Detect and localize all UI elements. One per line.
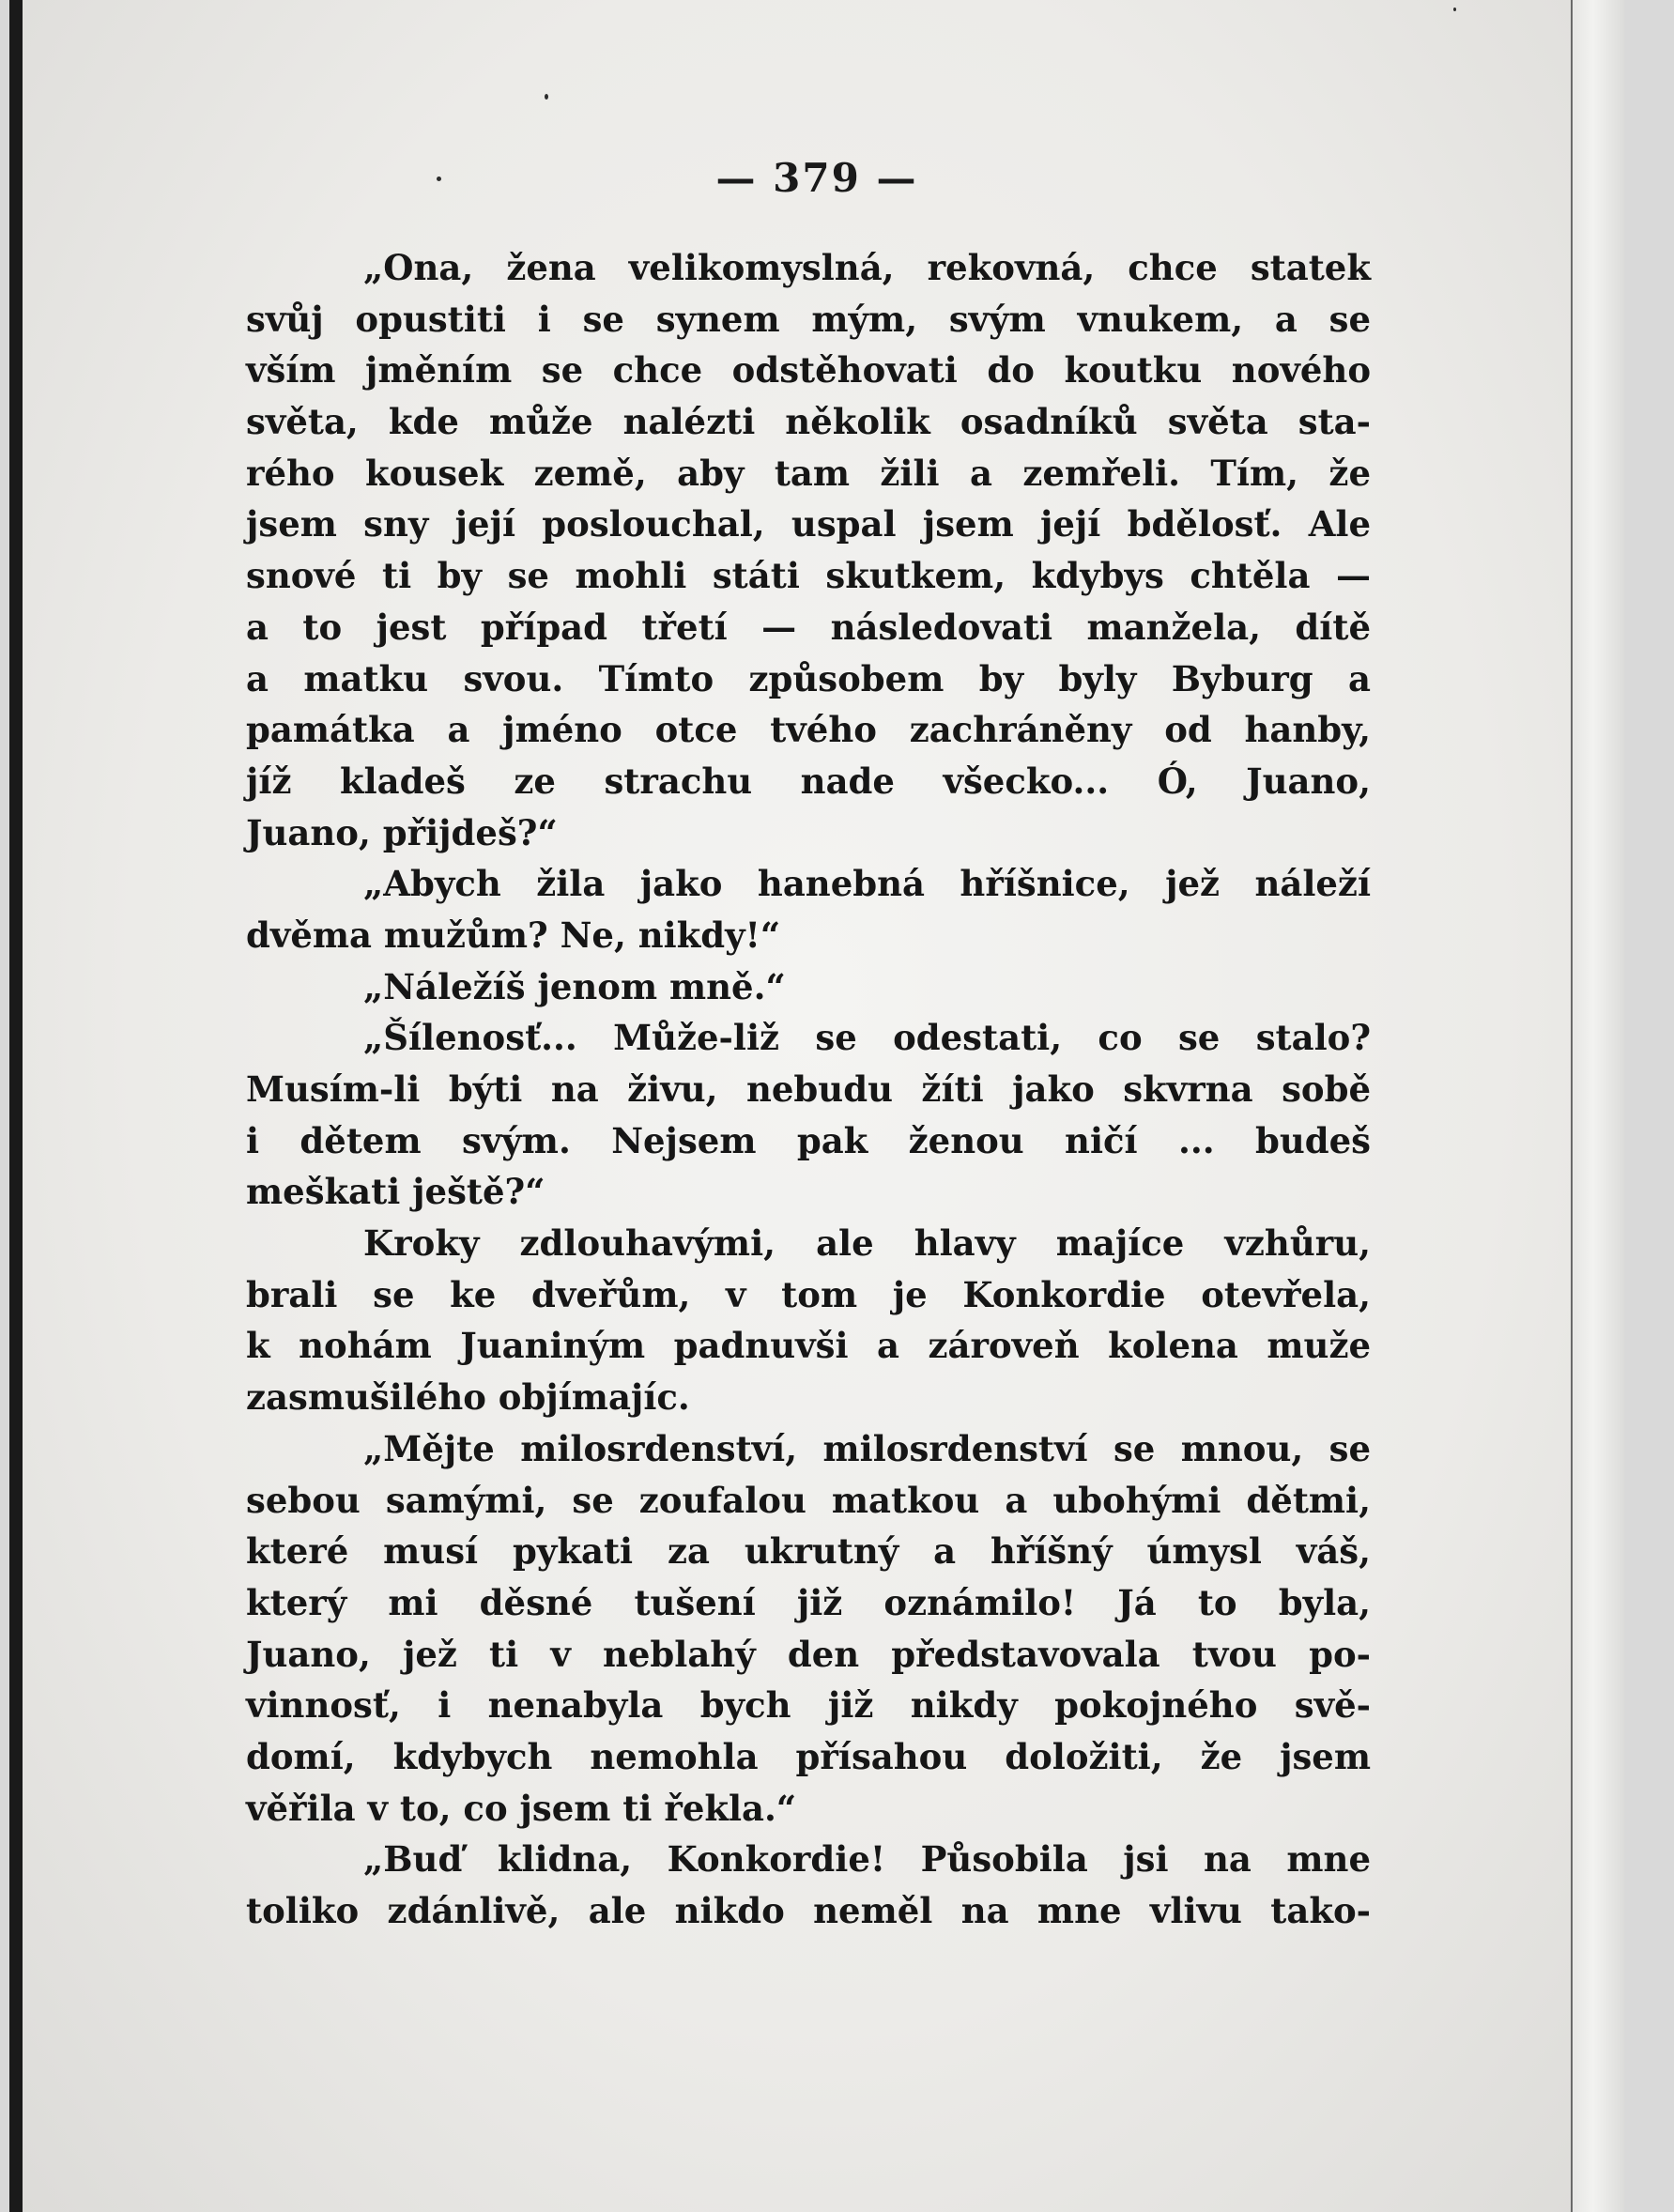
text-line: a matku svou. Tímto způsobem by byly Byburg a	[246, 657, 1371, 699]
text-line: k nohám Juaniným padnuvši a zároveň kolena muže	[246, 1325, 1371, 1367]
text-line: „Šílenosť... Může-liž se odestati, co se stalo?	[363, 1017, 1371, 1059]
text-line: světa, kde může nalézti několik osadníků světa sta-	[246, 401, 1371, 443]
text-line: toliko zdánlivě, ale nikdo neměl na mne vlivu tako-	[246, 1890, 1371, 1931]
text-line: jíž kladeš ze strachu nade všecko... Ó, Juano,	[246, 760, 1371, 802]
text-line: svůj opustiti i se synem mým, svým vnukem, a se	[246, 298, 1371, 340]
text-line: meškati ještě?“	[246, 1171, 545, 1213]
text-line: „Abych žila jako hanebná hříšnice, jež náleží	[363, 863, 1371, 905]
body-text	[246, 242, 1371, 1937]
text-line: vinnosť, i nenabyla bych již nikdy pokojného svě-	[246, 1684, 1371, 1727]
text-line: sebou samými, se zoufalou matkou a ubohými dětmi,	[246, 1479, 1371, 1521]
text-line: brali se ke dveřům, v tom je Konkordie otevřela,	[246, 1273, 1371, 1315]
text-line: Musím-li býti na živu, nebudu žíti jako skvrna sobě	[246, 1068, 1371, 1110]
text-line: které musí pykati za ukrutný a hříšný úmysl váš,	[246, 1530, 1371, 1573]
book-page	[9, 0, 1624, 2212]
text-line: a to jest případ třetí — následovati manžela, dítě	[246, 606, 1371, 648]
text-line: Kroky zdlouhavými, ale hlavy majíce vzhůru,	[363, 1222, 1371, 1265]
text-line: který mi děsné tušení již oznámilo! Já to byla,	[246, 1581, 1371, 1623]
page-edge	[1571, 0, 1624, 2212]
text-line: „Buď klidna, Konkordie! Působila jsi na mne	[363, 1838, 1371, 1881]
text-line: domí, kdybych nemohla přísahou doložiti, že jsem	[246, 1735, 1371, 1777]
text-line: věřila v to, co jsem ti řekla.“	[246, 1787, 797, 1829]
text-line: Juano, přijdeš?“	[246, 811, 558, 853]
text-line: „Mějte milosrdenství, milosrdenství se mnou, se	[363, 1427, 1371, 1469]
print-speck	[1453, 8, 1456, 11]
text-line: rého kousek země, aby tam žili a zemřeli. Tím, že	[246, 452, 1371, 494]
page-number: — 379 —	[715, 155, 918, 201]
text-line: „Náležíš jenom mně.“	[363, 965, 786, 1007]
text-line: vším jměním se chce odstěhovati do koutku nového	[246, 349, 1371, 392]
page-gutter-shadow	[9, 0, 23, 2212]
print-speck	[545, 94, 548, 100]
text-line: Juano, jež ti v neblahý den představovala tvou po-	[246, 1633, 1371, 1675]
text-line: jsem sny její poslouchal, uspal jsem její bdělosť. Ale	[246, 503, 1371, 545]
text-line: snové ti by se mohli státi skutkem, kdybys chtěla —	[246, 555, 1371, 597]
text-line: památka a jméno otce tvého zachráněny od hanby,	[246, 709, 1371, 751]
text-line: zasmušilého objímajíc.	[246, 1376, 690, 1419]
text-line: „Ona, žena velikomyslná, rekovná, chce statek	[363, 247, 1371, 288]
text-line: i dětem svým. Nejsem pak ženou ničí ... budeš	[246, 1119, 1371, 1161]
text-line: dvěma mužům? Ne, nikdy!“	[246, 914, 781, 956]
